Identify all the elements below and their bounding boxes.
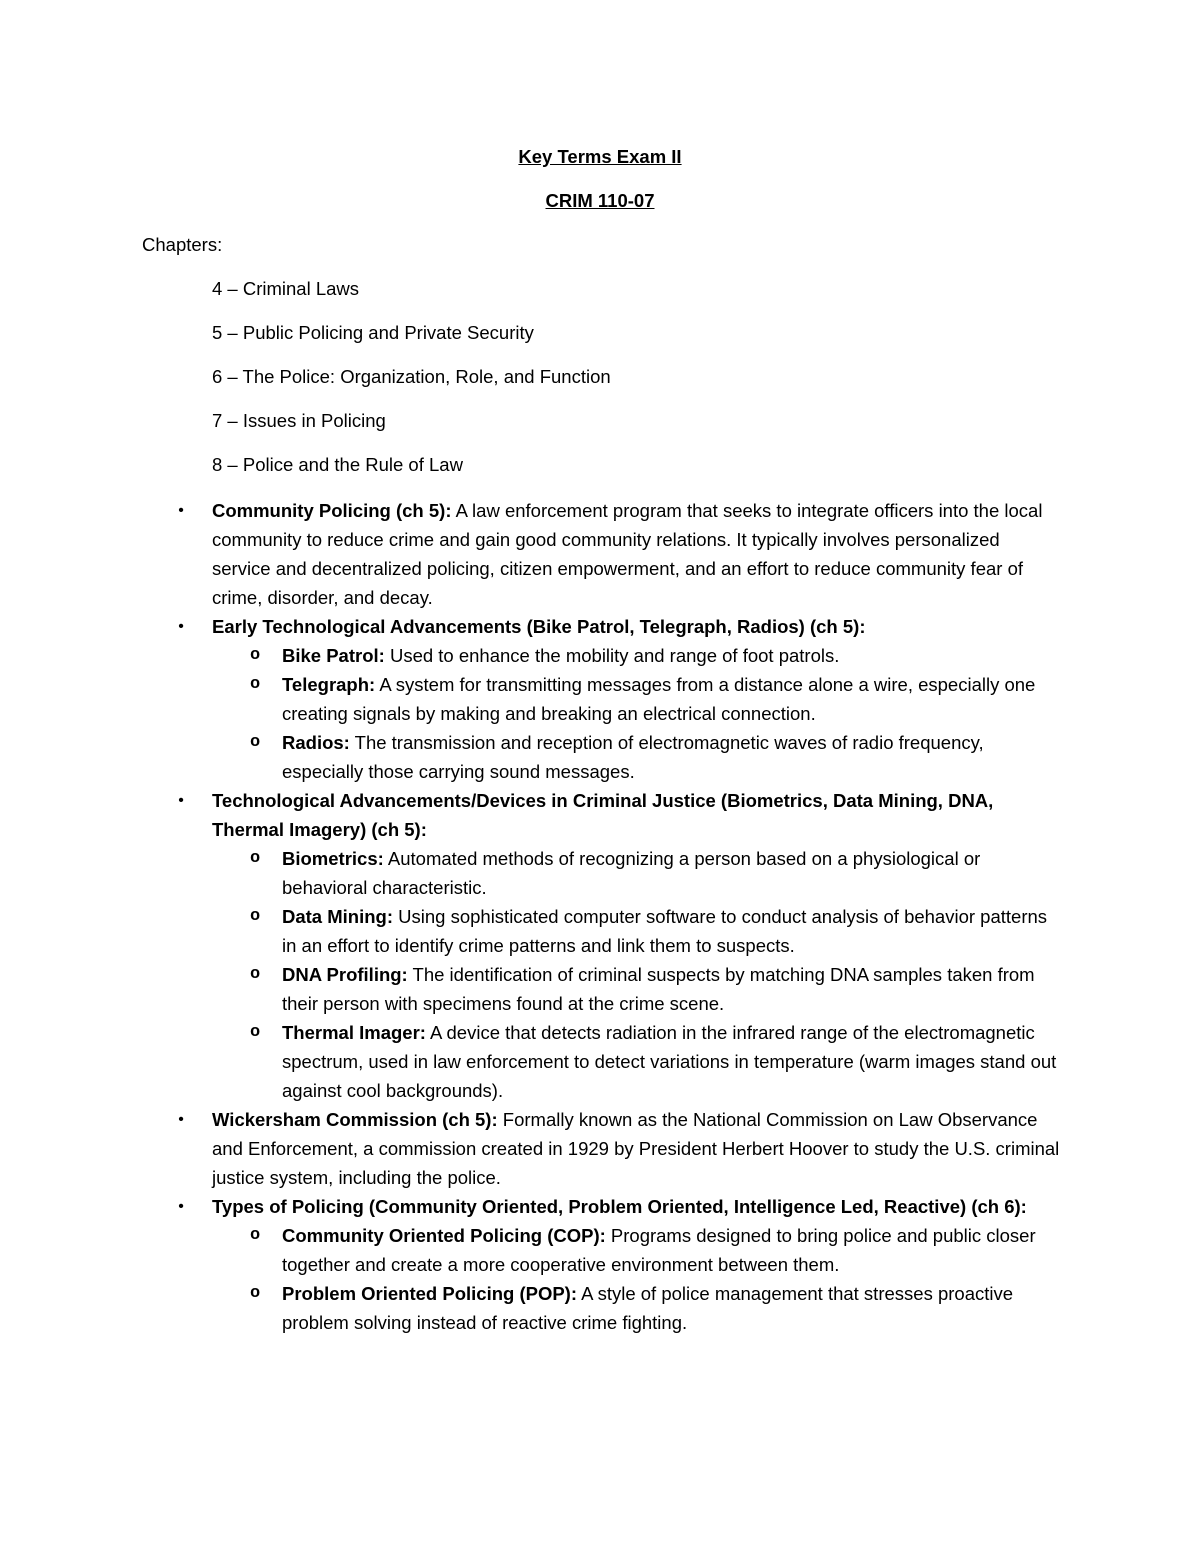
subterm-name: Problem Oriented Policing (POP):: [282, 1283, 578, 1304]
sub-bullet-icon: o: [250, 1226, 261, 1245]
subterm-name: Thermal Imager:: [282, 1022, 426, 1043]
sub-bullet-icon: o: [250, 907, 261, 926]
term-definition: Formally known as the National Commission on Law Observance and Enforcement, a commission created in 1929 by President Herbert Hoover to study the U.S. criminal justice system, including the police.: [212, 1109, 1060, 1188]
subterm-definition: Used to enhance the mobility and range of foot patrols.: [384, 645, 840, 666]
term-definition: A law enforcement program that seeks to integrate officers into the local community to reduce crime and gain good community relations. It typically involves personalized service and decentralized policing, citizen empowerment, and an effort to reduce community fear of crime, disorder, and decay.: [212, 500, 1043, 608]
chapter-item: 4 – Criminal Laws: [212, 278, 360, 299]
term-item: [142, 786, 1062, 1105]
chapter-list: [212, 277, 611, 497]
term-name: Community Policing (ch 5):: [212, 500, 452, 521]
chapter-item: 6 – The Police: Organization, Role, and Function: [212, 366, 611, 387]
subterm-item: [212, 728, 1062, 786]
term-name: Wickersham Commission (ch 5):: [212, 1109, 498, 1130]
chapters-label: Chapters:: [142, 234, 223, 255]
sub-bullet-icon: o: [250, 849, 261, 868]
subterm-name: Data Mining:: [282, 906, 393, 927]
subterm-definition: A device that detects radiation in the infrared range of the electromagnetic spectrum, used in law enforcement to detect variations in temperature (warm images stand out against cool backgrounds).: [282, 1022, 1057, 1101]
subterm-name: DNA Profiling:: [282, 964, 408, 985]
bullet-icon: •: [178, 502, 184, 519]
course-code: CRIM 110-07: [545, 190, 655, 211]
subterm-definition: A style of police management that stresses proactive problem solving instead of reactive crime fighting.: [282, 1283, 1014, 1333]
term-name: Types of Policing (Community Oriented, Problem Oriented, Intelligence Led, Reactive) (ch 6):: [212, 1196, 1027, 1217]
bullet-icon: •: [178, 792, 184, 809]
subterm-item: [212, 1221, 1062, 1279]
sub-bullet-icon: o: [250, 1023, 261, 1042]
subterm-item: [212, 960, 1062, 1018]
subterm-item: [212, 1279, 1062, 1337]
subterm-definition: The identification of criminal suspects by matching DNA samples taken from their person with specimens found at the crime scene.: [282, 964, 1035, 1014]
subterm-definition: The transmission and reception of electromagnetic waves of radio frequency, especially those carrying sound messages.: [282, 732, 984, 782]
document-title: Key Terms Exam II: [518, 146, 682, 167]
subterm-name: Biometrics:: [282, 848, 384, 869]
subterm-definition: Using sophisticated computer software to conduct analysis of behavior patterns in an effort to identify crime patterns and link them to suspects.: [282, 906, 1048, 956]
subterm-definition: Programs designed to bring police and public closer together and create a more cooperative environment between them.: [282, 1225, 1036, 1275]
subterm-name: Radios:: [282, 732, 350, 753]
bullet-icon: •: [178, 1198, 184, 1215]
bullet-icon: •: [178, 1111, 184, 1128]
subterm-item: [212, 902, 1062, 960]
sub-bullet-icon: o: [250, 733, 261, 752]
subterm-name: Telegraph:: [282, 674, 376, 695]
subterm-list: [212, 844, 1062, 1105]
subterm-item: [212, 670, 1062, 728]
term-item: [142, 1192, 1062, 1337]
term-item: [142, 1105, 1062, 1192]
subterm-name: Community Oriented Policing (COP):: [282, 1225, 606, 1246]
sub-bullet-icon: o: [250, 646, 261, 665]
chapter-item: 7 – Issues in Policing: [212, 410, 386, 431]
sub-bullet-icon: o: [250, 965, 261, 984]
term-name: Technological Advancements/Devices in Criminal Justice (Biometrics, Data Mining, DNA, Thermal Imagery) (ch 5):: [212, 790, 994, 840]
term-item: [142, 496, 1062, 612]
chapter-item: 5 – Public Policing and Private Security: [212, 322, 534, 343]
subterm-name: Bike Patrol:: [282, 645, 385, 666]
subterm-list: [212, 1221, 1062, 1337]
key-terms-list: [142, 496, 1062, 1337]
subterm-definition: A system for transmitting messages from a distance alone a wire, especially one creating signals by making and breaking an electrical connection.: [282, 674, 1036, 724]
bullet-icon: •: [178, 618, 184, 635]
subterm-item: [212, 844, 1062, 902]
subterm-definition: Automated methods of recognizing a person based on a physiological or behavioral characteristic.: [282, 848, 981, 898]
term-name: Early Technological Advancements (Bike Patrol, Telegraph, Radios) (ch 5):: [212, 616, 866, 637]
sub-bullet-icon: o: [250, 1284, 261, 1303]
subterm-item: [212, 641, 1062, 670]
chapter-item: 8 – Police and the Rule of Law: [212, 454, 463, 475]
subterm-item: [212, 1018, 1062, 1105]
term-item: [142, 612, 1062, 786]
subterm-list: [212, 641, 1062, 786]
sub-bullet-icon: o: [250, 675, 261, 694]
